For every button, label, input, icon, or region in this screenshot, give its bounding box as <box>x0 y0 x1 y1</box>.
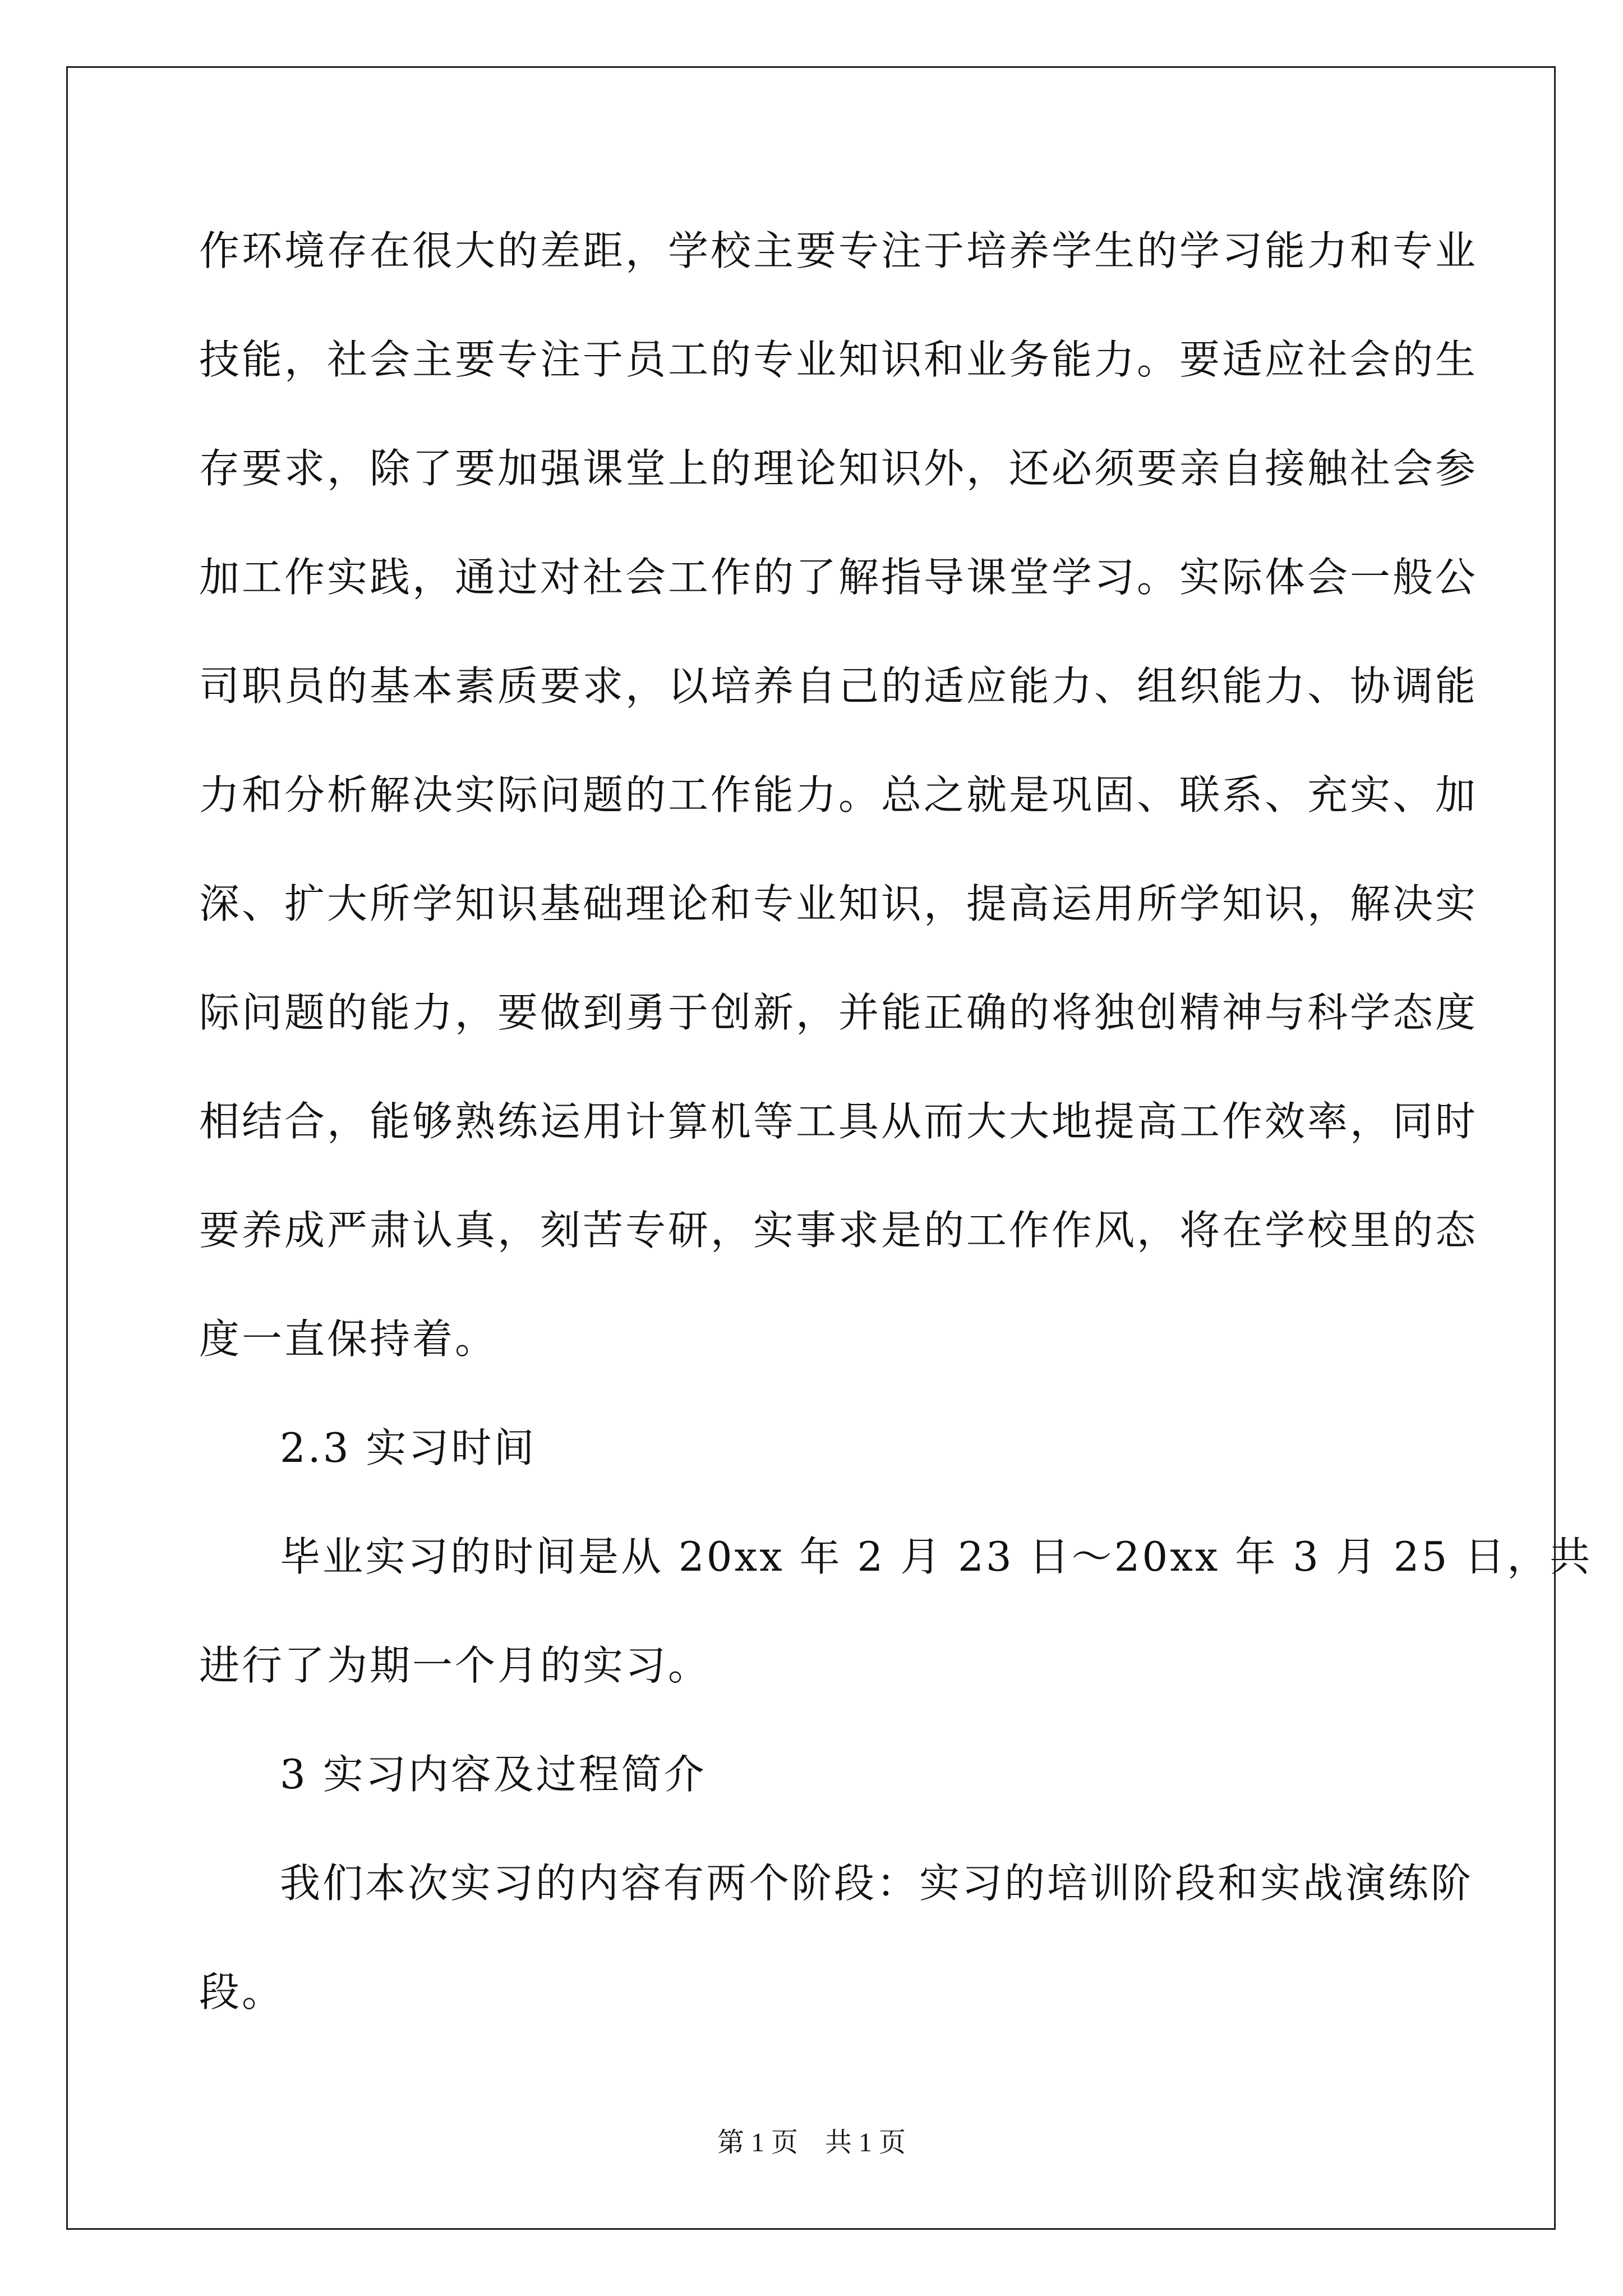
text-line: 际问题的能力，要做到勇于创新，并能正确的将独创精神与科学态度 <box>199 989 1478 1036</box>
text-line: 存要求，除了要加强课堂上的理论知识外，还必须要亲自接触社会参 <box>199 445 1478 492</box>
section-heading: 3 实习内容及过程简介 <box>280 1751 707 1798</box>
text-line: 段。 <box>199 1968 285 2016</box>
text-line: 作环境存在很大的差距，学校主要专注于培养学生的学习能力和专业 <box>199 227 1478 274</box>
text-line: 度一直保持着。 <box>199 1315 498 1363</box>
text-line: 深、扩大所学知识基础理论和专业知识，提高运用所学知识，解决实 <box>199 880 1478 927</box>
document-body <box>199 196 1593 2046</box>
text-line: 要养成严肃认真，刻苦专研，实事求是的工作作风，将在学校里的态 <box>199 1207 1478 1254</box>
page-footer: 第 1 页 共 1 页 <box>717 2128 906 2157</box>
text-line: 力和分析解决实际问题的工作能力。总之就是巩固、联系、充实、加 <box>199 771 1478 818</box>
text-line: 毕业实习的时间是从 20xx 年 2 月 23 日～20xx 年 3 月 25 日，共 <box>280 1533 1593 1580</box>
text-line: 加工作实践，通过对社会工作的了解指导课堂学习。实际体会一般公 <box>199 554 1478 601</box>
text-line: 相结合，能够熟练运用计算机等工具从而大大地提高工作效率，同时 <box>199 1098 1478 1145</box>
text-line: 我们本次实习的内容有两个阶段：实习的培训阶段和实战演练阶 <box>280 1860 1474 1907</box>
text-line: 进行了为期一个月的实习。 <box>199 1642 711 1689</box>
section-heading: 2.3 实习时间 <box>280 1424 537 1471</box>
text-line: 技能，社会主要专注于员工的专业知识和业务能力。要适应社会的生 <box>199 336 1478 383</box>
text-line: 司职员的基本素质要求，以培养自己的适应能力、组织能力、协调能 <box>199 662 1478 710</box>
